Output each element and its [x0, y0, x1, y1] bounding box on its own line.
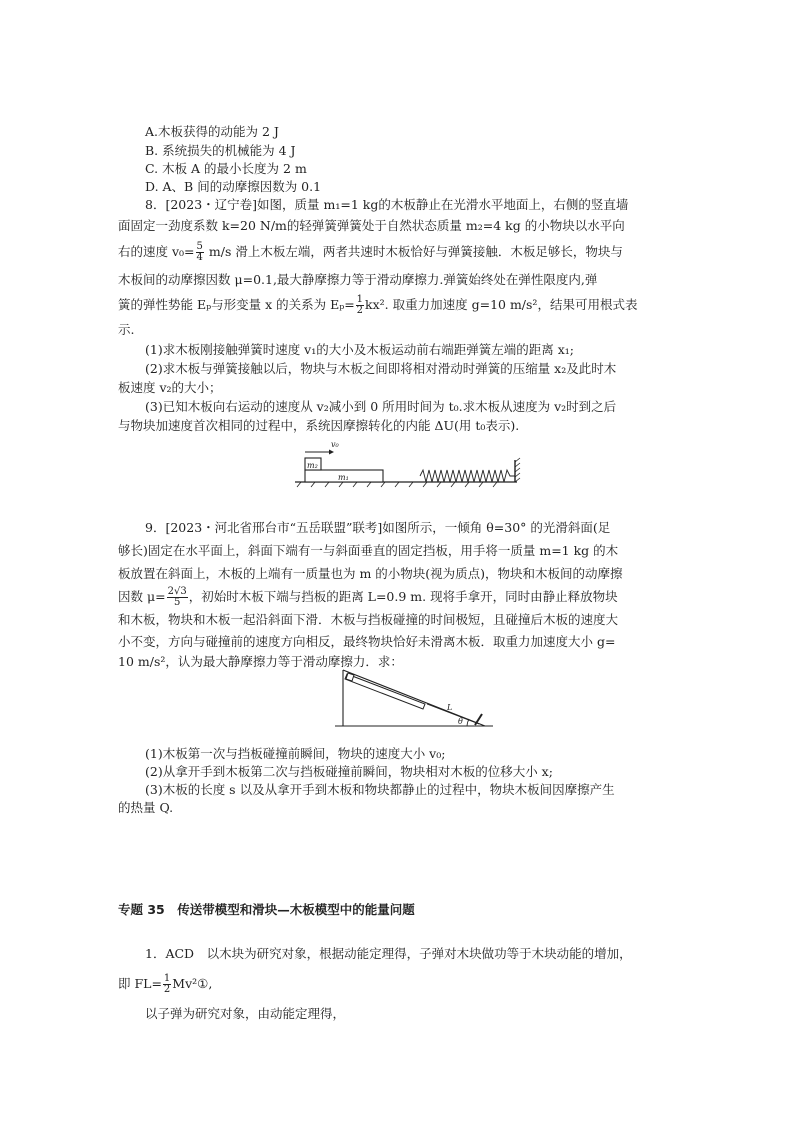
q9-subquestion-1: (1)木板第一次与挡板碰撞前瞬间，物块的速度大小 v₀; [145, 746, 446, 761]
q8-line-3 [118, 242, 623, 263]
l-label: L [447, 703, 453, 712]
fraction-numerator: 1 [163, 973, 171, 984]
q9-line-7: 10 m/s²，认为最大静摩擦力等于滑动摩擦力．求： [118, 654, 403, 669]
fraction-numerator: 5 [196, 241, 203, 252]
fraction-denominator: 5 [173, 597, 181, 608]
q8-line-5 [118, 295, 637, 316]
half-fraction [356, 295, 364, 316]
fraction-denominator: 4 [196, 252, 203, 263]
q9-subquestion-3b: 的热量 Q. [118, 800, 174, 815]
q9-line-4-text-b: ，初始时木板下端与挡板的距离 L=0.9 m. 现将手拿开，同时由静止释放物块 [188, 589, 618, 604]
ground-hatch [297, 482, 497, 487]
fraction-denominator: 2 [163, 984, 171, 995]
answer-1-text-b: Mv²①, [172, 976, 213, 991]
q9-line-4 [118, 587, 618, 608]
inclined-board [345, 674, 425, 709]
q7-option-a: A.木板获得的动能为 2 J [145, 124, 279, 139]
q9-line-3: 板放置在斜面上，木板的上端有一质量也为 m 的小物块(视为质点)，物块和木板间的动摩擦 [118, 566, 623, 581]
answer-section-heading: 专题 35 传送带模型和滑块—木板模型中的能量问题 [118, 902, 415, 917]
q8-line-6: 示. [118, 322, 135, 337]
v0-label: v₀ [331, 440, 339, 449]
fraction-numerator: 1 [356, 294, 364, 305]
q7-option-b: B. 系统损失的机械能为 4 J [145, 143, 296, 158]
q9-line-5: 和木板，物块和木板一起沿斜面下滑．木板与挡板碰撞的时间极短，且碰撞后木板的速度大 [118, 612, 619, 627]
q8-line-2: 面固定一劲度系数 k=20 N/m的轻弹簧弹簧处于自然状态质量 m₂=4 kg 的小物块以水平向 [118, 218, 625, 233]
mu-fraction [167, 587, 188, 608]
q9-line-6: 小不变，方向与碰撞前的速度方向相反，最终物块恰好未滑离木板．取重力加速度大小 g= [118, 634, 616, 649]
q8-line-3-text-b: m/s 滑上木板左端，两者共速时木板恰好与弹簧接触．木板足够长，物块与 [204, 244, 623, 259]
q9-line-4-text-a: 因数 μ= [118, 589, 166, 604]
q8-line-4: 木板间的动摩擦因数 μ=0.1,最大静摩擦力等于滑动摩擦力.弹簧始终处在弹性限度内,弹 [118, 272, 598, 287]
spring-coil [420, 470, 515, 482]
q8-line-1: 8．[2023・辽宁卷]如图，质量 m₁=1 kg的木板静止在光滑水平地面上，右侧的竖直墙 [145, 197, 629, 212]
q8-subquestion-3a: (3)已知木板向右运动的速度从 v₂减小到 0 所用时间为 t₀.求木板从速度为 v₂时到之后 [145, 399, 617, 414]
q8-subquestion-2b: 板速度 v₂的大小； [118, 380, 222, 395]
answer-1-line-1: 1．ACD 以木块为研究对象，根据动能定理得，子弹对木块做功等于木块动能的增加， [145, 946, 632, 961]
small-block [346, 673, 354, 681]
fraction-numerator: 2√3 [167, 586, 187, 597]
q9-line-2: 够长)固定在水平面上，斜面下端有一与斜面垂直的固定挡板，用手将一质量 m=1 kg 的木 [118, 543, 619, 558]
q8-line-5-text-b: kx². 取重力加速度 g=10 m/s²，结果可用根式表 [365, 297, 638, 312]
answer-1-text-a: 即 FL= [118, 976, 162, 991]
wall-hatch [515, 458, 520, 482]
q8-line-5-text-a: 簧的弹性势能 Eₚ与形变量 x 的关系为 Eₚ= [118, 297, 355, 312]
v0-fraction [196, 242, 204, 263]
m2-label: m₂ [307, 461, 318, 470]
fraction-denominator: 2 [356, 305, 364, 316]
q8-subquestion-2a: (2)求木板与弹簧接触以后，物块与木板之间即将相对滑动时弹簧的压缩量 x₂及此时木 [145, 361, 617, 376]
q8-subquestion-1: (1)求木板刚接触弹簧时速度 v₁的大小及木板运动前右端距弹簧左端的距离 x₁; [145, 342, 574, 357]
q8-line-3-text-a: 右的速度 v₀= [118, 244, 195, 259]
answer-1-line-3: 以子弹为研究对象，由动能定理得， [145, 1006, 346, 1021]
incline-figure [335, 668, 495, 728]
q9-subquestion-2: (2)从拿开手到木板第二次与挡板碰撞前瞬间，物块相对木板的位移大小 x; [145, 764, 553, 779]
incline-surface [343, 670, 485, 726]
q7-option-c: C. 木板 A 的最小长度为 2 m [145, 161, 307, 176]
kinetic-energy-fraction [163, 974, 171, 995]
answer-1-line-2 [118, 974, 212, 995]
theta-label: θ [458, 717, 463, 726]
q9-subquestion-3a: (3)木板的长度 s 以及从拿开手到木板和物块都静止的过程中，物块木板间因摩擦产生 [145, 782, 615, 797]
q8-subquestion-3b: 与物块加速度首次相同的过程中，系统因摩擦转化的内能 ΔU(用 t₀表示). [118, 418, 520, 433]
q9-line-1: 9．[2023・河北省邢台市“五岳联盟”联考]如图所示，一倾角 θ=30° 的光滑斜面(足 [145, 520, 611, 535]
board-spring-figure [295, 438, 525, 490]
distance-l-line [427, 704, 479, 724]
m1-label: m₁ [338, 473, 349, 482]
arrow-head-icon [329, 450, 334, 455]
q7-option-d: D. A、B 间的动摩擦因数为 0.1 [145, 179, 322, 194]
